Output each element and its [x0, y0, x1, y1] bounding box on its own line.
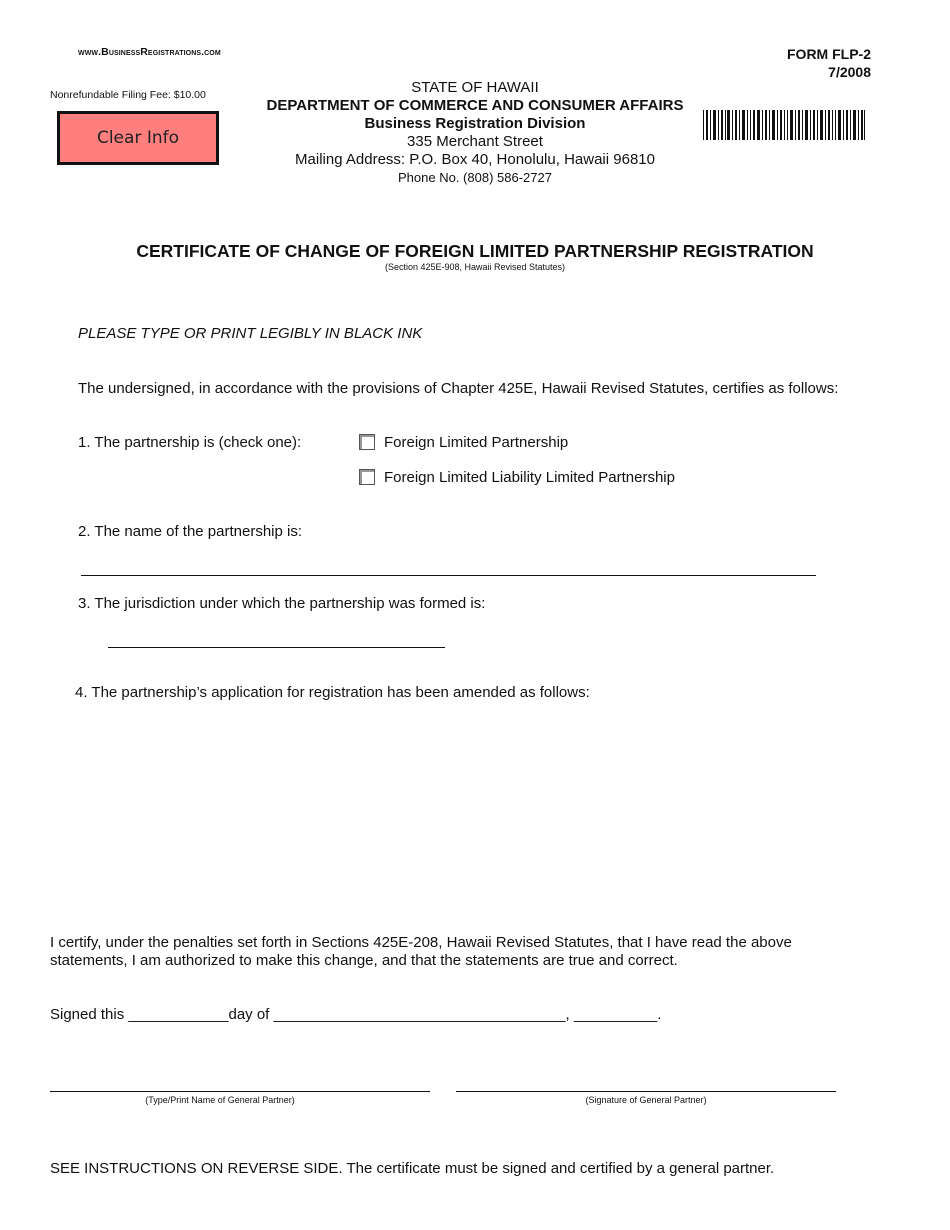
barcode-icon	[703, 110, 865, 140]
form-number: FORM FLP-2	[787, 46, 871, 62]
ink-instructions: PLEASE TYPE OR PRINT LEGIBLY IN BLACK INK	[78, 325, 423, 342]
question-partnership-type: 1. The partnership is (check one):	[78, 434, 302, 451]
partnership-name-field[interactable]	[81, 575, 816, 576]
partner-signature-field[interactable]	[456, 1091, 836, 1092]
street-address: 335 Merchant Street	[407, 133, 543, 150]
department-name: DEPARTMENT OF COMMERCE AND CONSUMER AFFAIRS	[266, 97, 684, 114]
checkbox-foreign-lllp[interactable]	[359, 469, 375, 485]
form-date: 7/2008	[828, 64, 871, 80]
partner-name-field[interactable]	[50, 1091, 430, 1092]
division-name: Business Registration Division	[364, 115, 586, 132]
option-foreign-lllp-label: Foreign Limited Liability Limited Partnership	[384, 469, 675, 486]
certification-statement: I certify, under the penalties set forth in Sections 425E-208, Hawaii Revised Statutes, that I have read the above statements, I am authorized to make this change, and that the statements are true and correct.	[50, 934, 792, 969]
question-jurisdiction: 3. The jurisdiction under which the partnership was formed is:	[78, 595, 486, 612]
question-partnership-name: 2. The name of the partnership is:	[78, 523, 303, 540]
footer-instructions: SEE INSTRUCTIONS ON REVERSE SIDE. The certificate must be signed and certified by a general partner.	[50, 1160, 775, 1177]
option-foreign-lp-label: Foreign Limited Partnership	[384, 434, 569, 451]
amendments-text-area[interactable]	[75, 708, 875, 918]
form-title: CERTIFICATE OF CHANGE OF FOREIGN LIMITED PARTNERSHIP REGISTRATION	[136, 241, 814, 261]
intro-statement: The undersigned, in accordance with the provisions of Chapter 425E, Hawaii Revised Statutes, certifies as follows:	[78, 380, 839, 397]
signed-date-line[interactable]: Signed this ____________day of ___________________________________, __________.	[50, 1006, 662, 1023]
website-url: www.BusinessRegistrations.com	[78, 46, 221, 58]
clear-info-button[interactable]: Clear Info	[57, 111, 219, 165]
filing-fee: Nonrefundable Filing Fee: $10.00	[50, 89, 206, 101]
checkbox-foreign-lp[interactable]	[359, 434, 375, 450]
partner-signature-label: (Signature of General Partner)	[585, 1095, 707, 1105]
question-amendments: 4. The partnership’s application for registration has been amended as follows:	[75, 684, 590, 701]
partner-name-label: (Type/Print Name of General Partner)	[145, 1095, 295, 1105]
jurisdiction-field[interactable]	[108, 647, 445, 648]
state-name: STATE OF HAWAII	[411, 79, 539, 96]
mailing-address: Mailing Address: P.O. Box 40, Honolulu, Hawaii 96810	[295, 151, 655, 168]
form-subtitle: (Section 425E-908, Hawaii Revised Statutes)	[384, 262, 566, 272]
phone-number: Phone No. (808) 586-2727	[398, 170, 552, 185]
agency-header	[250, 79, 700, 187]
form-identifier	[787, 45, 871, 81]
